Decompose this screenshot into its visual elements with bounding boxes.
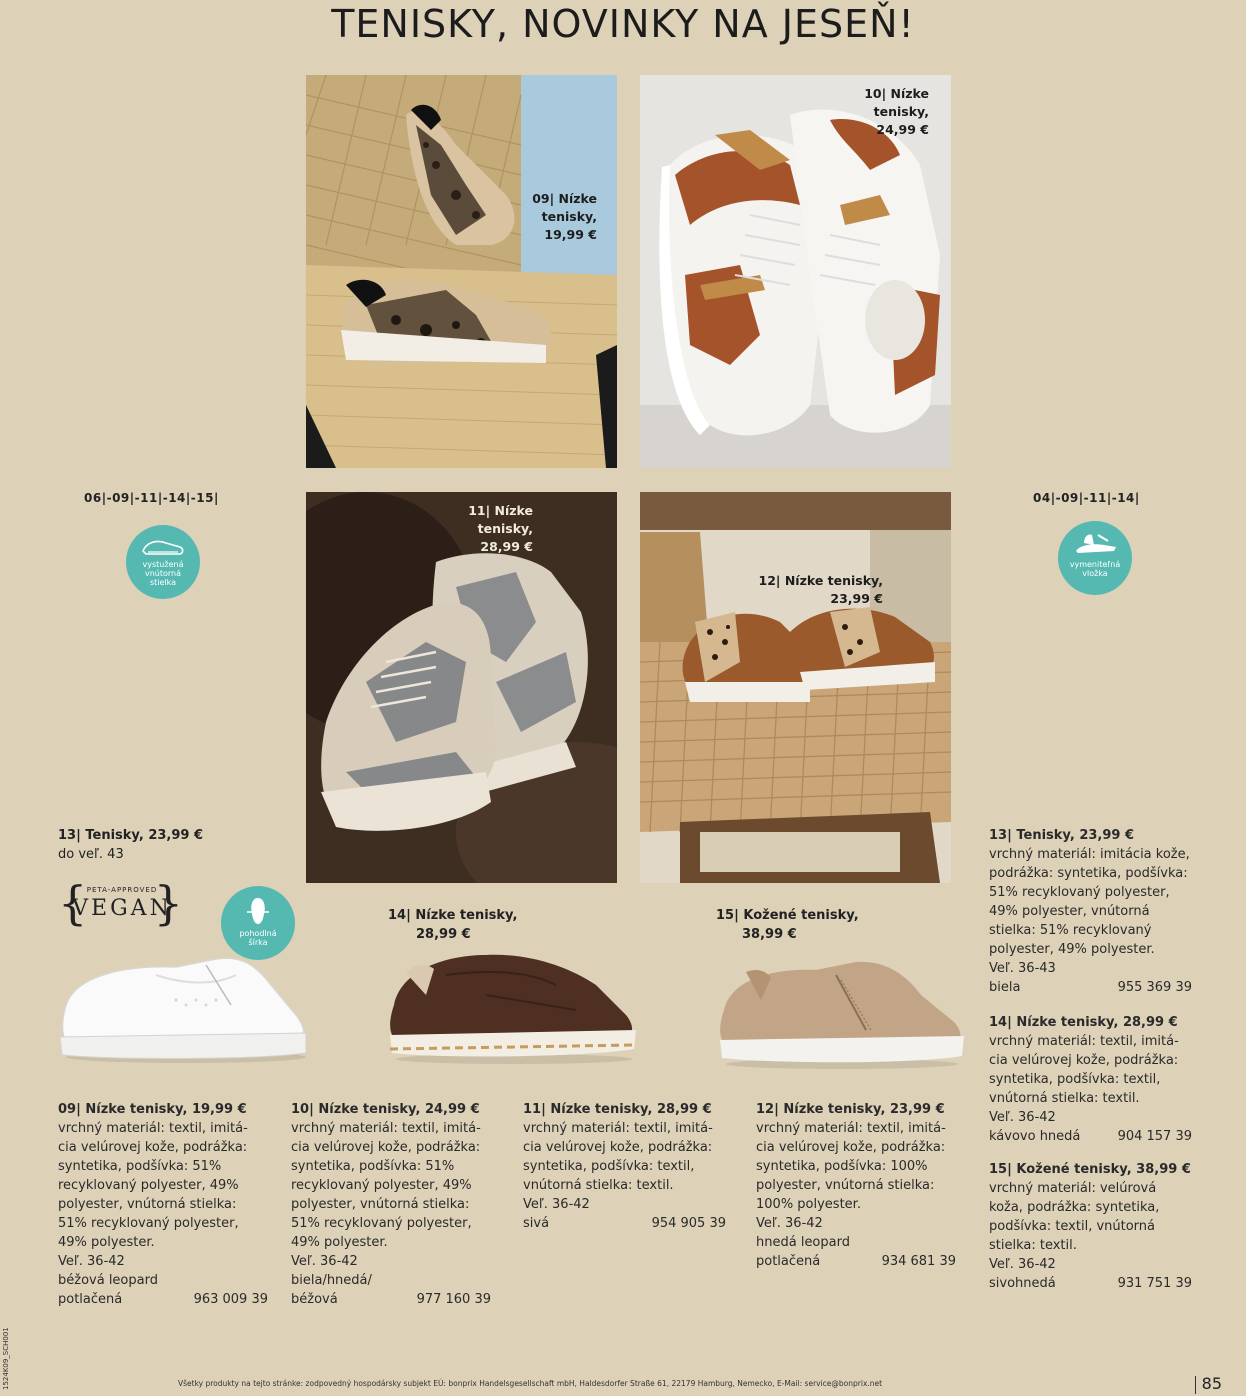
- catalog-side-code: 1524K09_SCH001: [2, 1327, 10, 1390]
- item-13-title: 13| Tenisky, 23,99 €: [58, 828, 204, 843]
- product-desc-15: 15| Kožené tenisky, 38,99 € vrchný materiál: velúrová koža, podrážka: syntetika, podšívka: textil, vnútorná stielka: textil. Veľ. 36-42 sivohnedá 931 751 39: [989, 1162, 1192, 1291]
- photo-label-10: 10| Nízke tenisky, 24,99 €: [864, 86, 929, 137]
- product-desc-09: 09| Nízke tenisky, 19,99 € vrchný materiál: textil, imitá- cia velúrovej kože, podrážka: syntetika, podšívka: 51% recyklovaný polyester, 49% polyester, vnútorná stielka: 51% recyklovaný polyester, 49% polyester. Veľ. 36-42 béžová leopard potlačená 963 009 39: [58, 1102, 268, 1307]
- product-code: 934 681 39: [881, 1254, 956, 1269]
- product-code: 963 009 39: [193, 1292, 268, 1307]
- item-13-size-note: do veľ. 43: [58, 847, 124, 862]
- item-13-header: [58, 826, 203, 864]
- product-code: 954 905 39: [651, 1216, 726, 1231]
- size-reference-right: 04|-09|-11|-14|: [1033, 491, 1140, 505]
- photo-sneakers-12: [640, 492, 951, 883]
- badge-reinforced-insole: vystužená vnútorná stielka: [126, 525, 200, 599]
- product-code: 931 751 39: [1117, 1276, 1192, 1291]
- photo-label-12: 12| Nízke tenisky, 23,99 €: [758, 573, 883, 606]
- badge-replaceable-insole: vymeniteľná vložka: [1058, 521, 1132, 595]
- photo-label-09: 09| Nízke tenisky, 19,99 €: [532, 191, 597, 242]
- photo-sneakers-11: [306, 492, 617, 883]
- product-desc-12: 12| Nízke tenisky, 23,99 € vrchný materiál: textil, imitá- cia velúrovej kože, podrážka: syntetika, podšívka: 100% polyester, vnútorná stielka: 100% polyester. Veľ. 36-42 hnedá leopard potlačená 934 681 39: [756, 1102, 956, 1269]
- size-reference-left: 06|-09|-11|-14|-15|: [84, 491, 219, 505]
- product-desc-10: 10| Nízke tenisky, 24,99 € vrchný materiál: textil, imitá- cia velúrovej kože, podrážka: syntetika, podšívka: 51% recyklovaný polyester, 49% polyester, vnútorná stielka: 51% recyklovaný polyester, 49% polyester. Veľ. 36-42 biela/hnedá/ béžová 977 160 39: [291, 1102, 491, 1307]
- footer-legal-text: Všetky produkty na tejto stránke: zodpovedný hospodársky subjekt EÚ: bonprix Handelsgesellschaft mbH, Haldesdorfer Straße 61, 22179 Hamburg, Nemecko, E-Mail: service@bonprix.net: [178, 1379, 883, 1388]
- photo-sneakers-09: [306, 75, 617, 468]
- photo-sneakers-10: [640, 75, 951, 468]
- shoe-image-13: [56, 945, 314, 1065]
- page-title: TENISKY, NOVINKY NA JESEŇ!: [331, 2, 915, 46]
- product-code: 977 160 39: [416, 1292, 491, 1307]
- peta-vegan-logo: { PETA-APPROVED VEGAN }: [58, 876, 183, 930]
- page-number: 85: [1201, 1374, 1222, 1393]
- product-desc-13: 13| Tenisky, 23,99 € vrchný materiál: imitácia kože, podrážka: syntetika, podšívka: 51% recyklovaný polyester, 49% polyester, vnútorná stielka: 51% recyklovaný polyester, 49% polyester. Veľ. 36-43 biela 955 369 39: [989, 828, 1192, 995]
- shoe-insole-icon: [140, 535, 186, 557]
- photo-label-11: 11| Nízke tenisky, 28,99 €: [468, 503, 533, 554]
- product-code: 904 157 39: [1117, 1129, 1192, 1144]
- product-desc-14: 14| Nízke tenisky, 28,99 € vrchný materiál: textil, imitá- cia velúrovej kože, podrážka: syntetika, podšívka: textil, vnútorná stielka: textil. Veľ. 36-42 kávovo hnedá 904 157 39: [989, 1015, 1192, 1144]
- removable-insole-icon: [1070, 531, 1120, 557]
- foot-width-icon: [245, 896, 271, 926]
- shoe-label-14: 14| Nízke tenisky, 28,99 €: [388, 908, 518, 942]
- product-desc-11: 11| Nízke tenisky, 28,99 € vrchný materiál: textil, imitá- cia velúrovej kože, podrážka: syntetika, podšívka: textil, vnútorná stielka: textil. Veľ. 36-42 sivá 954 905 39: [523, 1102, 726, 1231]
- badge-comfort-width: pohodlná šírka: [221, 886, 295, 960]
- shoe-image-14: [386, 945, 642, 1065]
- shoe-image-15: [716, 960, 968, 1070]
- shoe-label-15: 15| Kožené tenisky, 38,99 €: [716, 908, 859, 942]
- product-code: 955 369 39: [1117, 980, 1192, 995]
